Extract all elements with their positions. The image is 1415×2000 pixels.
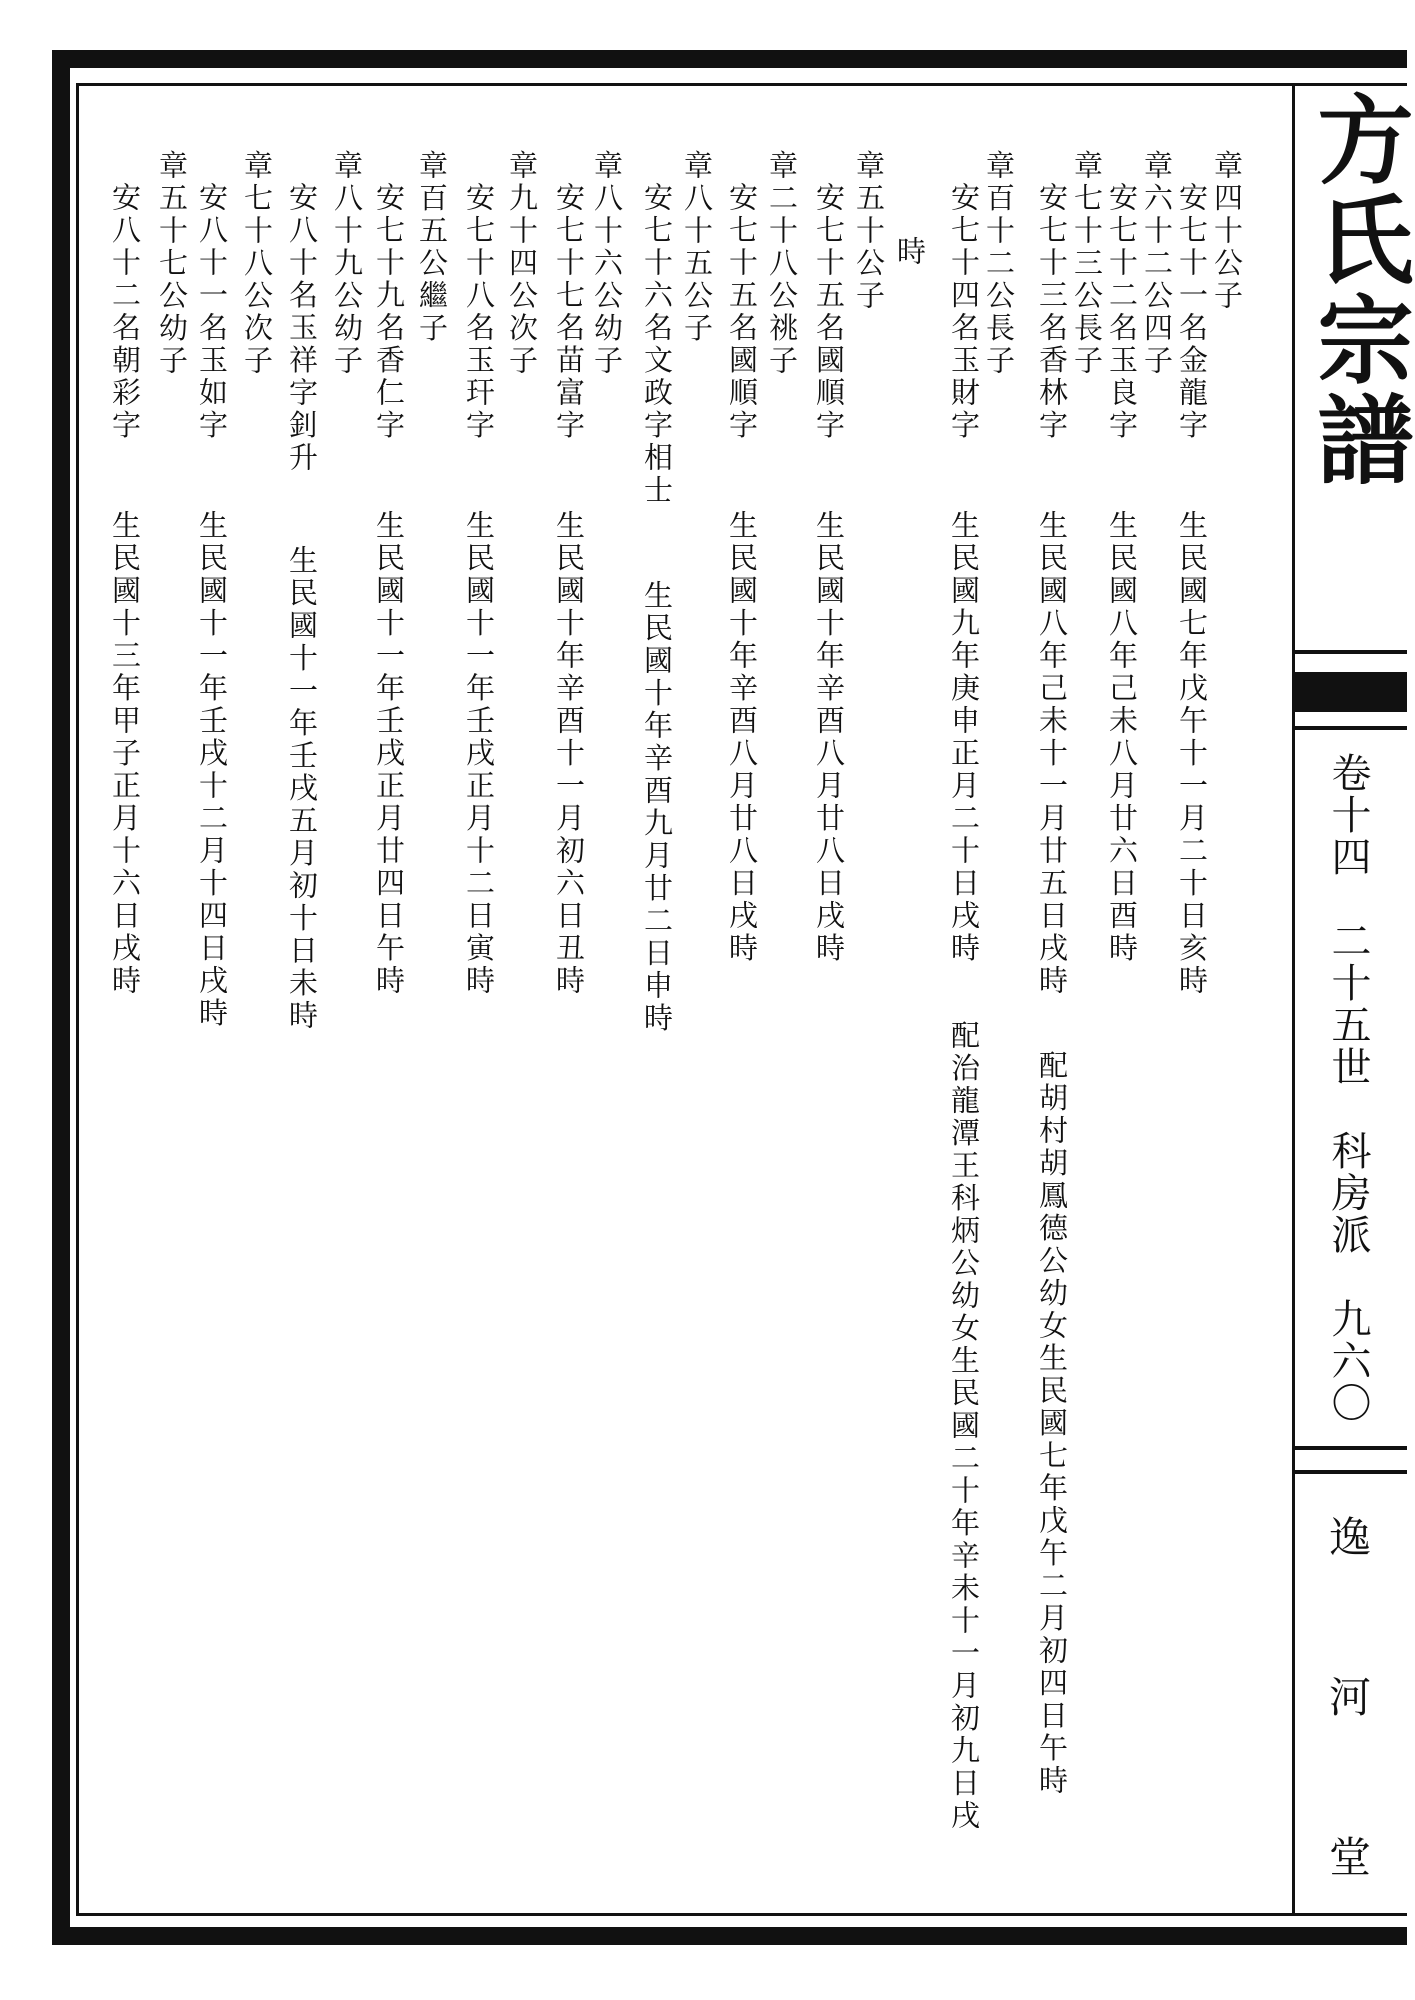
name-line: 安七十一名金龍字	[1175, 182, 1209, 442]
hall-char: 逸	[1328, 1513, 1371, 1562]
name-line: 安七十八名玉玕字	[462, 182, 496, 442]
name-line: 安七十五名國順字	[812, 182, 846, 442]
band-rule	[1295, 726, 1407, 730]
birth-line: 生民國八年己未八月廿六日酉時	[1105, 510, 1139, 965]
name-line: 安七十四名玉財字	[947, 182, 981, 442]
parent-line: 章五十公子	[852, 150, 886, 313]
parent-line: 章五十七公幼子	[155, 150, 189, 378]
birth-line: 生民國十年辛酉八月廿八日戌時	[812, 510, 846, 965]
birth-line: 生民國九年庚申正月二十日戌時	[947, 510, 981, 965]
parent-line: 章八十五公子	[680, 150, 714, 345]
continuation-char: 時	[893, 236, 927, 269]
birth-line: 生民國八年己未十一月廿五日戌時	[1035, 510, 1069, 998]
name-line: 安八十名玉祥字釗升	[285, 182, 319, 475]
birth-line: 生民國十年辛酉十一月初六日丑時	[552, 510, 586, 998]
birth-line: 生民國十一年壬戌正月廿四日午時	[372, 510, 406, 998]
parent-line: 章八十六公幼子	[590, 150, 624, 378]
birth-line: 生民國十一年壬戌五月初十日未時	[285, 545, 319, 1033]
parent-line: 章四十公子	[1210, 150, 1244, 313]
band-rule-thick	[1295, 672, 1407, 712]
parent-line: 章八十九公幼子	[330, 150, 364, 378]
parent-line: 章七十三公長子	[1070, 150, 1104, 378]
marriage-line: 配胡村胡鳳德公幼女生民國七年戊午二月初四日午時	[1035, 1050, 1069, 1798]
parent-line: 章百十二公長子	[982, 150, 1016, 378]
name-line: 安七十五名國順字	[725, 182, 759, 442]
birth-line: 生民國十一年壬戌正月十二日寅時	[462, 510, 496, 998]
hall-char: 堂	[1328, 1833, 1371, 1882]
page-number: 九六〇	[1325, 1298, 1371, 1424]
band-rule	[1295, 1446, 1407, 1450]
marriage-line: 配治龍潭王科炳公幼女生民國二十年辛未十一月初九日戌	[947, 1020, 981, 1833]
parent-line: 章百五公繼子	[415, 150, 449, 345]
birth-line: 生民國十一年壬戌十二月十四日戌時	[195, 510, 229, 1030]
parent-line: 章二十八公祧子	[765, 150, 799, 378]
parent-line: 章七十八公次子	[240, 150, 274, 378]
band-rule	[1295, 650, 1407, 654]
banner-subtitle	[1318, 752, 1378, 1432]
birth-line: 生民國七年戊午十一月二十日亥時	[1175, 510, 1209, 998]
band-rule	[1295, 1470, 1407, 1474]
hall-char: 河	[1328, 1673, 1371, 1722]
name-line: 安七十二名玉良字	[1105, 182, 1139, 442]
birth-line: 生民國十年辛酉九月廿二日申時	[640, 580, 674, 1035]
name-line: 安七十九名香仁字	[372, 182, 406, 442]
genealogy-title: 方氏宗譜	[1302, 90, 1415, 490]
name-line: 安八十一名玉如字	[195, 182, 229, 442]
volume-label: 卷十四	[1325, 752, 1371, 878]
birth-line: 生民國十三年甲子正月十六日戌時	[108, 510, 142, 998]
name-line: 安七十七名苗富字	[552, 182, 586, 442]
name-line: 安八十二名朝彩字	[108, 182, 142, 442]
name-line: 安七十三名香林字	[1035, 182, 1069, 442]
branch-label: 科房派	[1325, 1130, 1371, 1256]
parent-line: 章九十四公次子	[505, 150, 539, 378]
generation-label: 二十五世	[1325, 920, 1371, 1088]
name-line: 安七十六名文政字相士	[640, 182, 674, 507]
banner-divider	[1292, 83, 1295, 1916]
parent-line: 章六十二公四子	[1140, 150, 1174, 378]
hall-name	[1320, 1505, 1380, 1885]
birth-line: 生民國十年辛酉八月廿八日戌時	[725, 510, 759, 965]
